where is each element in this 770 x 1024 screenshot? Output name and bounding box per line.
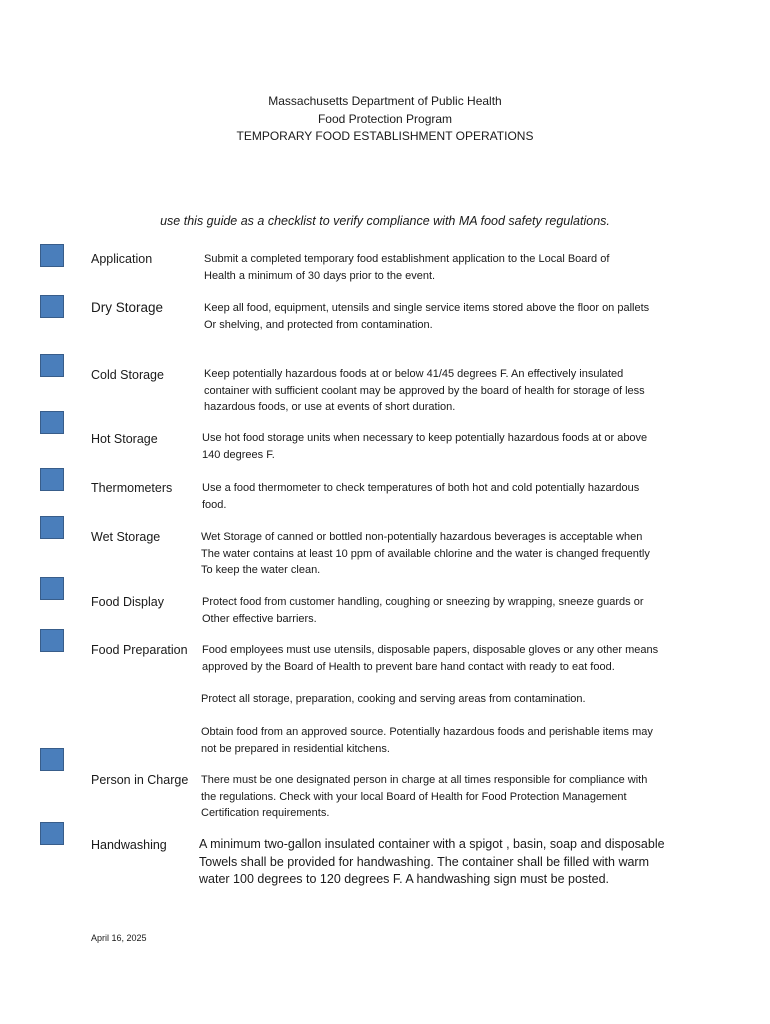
desc-approved-source (201, 724, 681, 757)
desc-line: Protect food from customer handling, coughing or sneezing by wrapping, sneeze guards or (202, 596, 644, 608)
desc-line: Use hot food storage units when necessary to keep potentially hazardous foods at or above (202, 432, 648, 444)
header-agency: Massachusetts Department of Public Health (268, 94, 502, 108)
desc-line: Protect all storage, preparation, cooking and serving areas from contamination. (201, 693, 586, 705)
document-header (0, 93, 770, 146)
label-food-preparation: Food Preparation (91, 643, 188, 657)
desc-line: hazardous foods, or use at events of short duration. (204, 401, 456, 413)
desc-line: approved by the Board of Health to prevent bare hand contact with ready to eat food. (202, 660, 615, 673)
desc-line: Food employees must use utensils, disposable papers, disposable gloves or any other means (202, 644, 659, 656)
desc-line: To keep the water clean. (201, 564, 321, 576)
label-person-in-charge: Person in Charge (91, 773, 189, 787)
footer-date: April 16, 2025 (91, 933, 147, 943)
checkbox-thermometers[interactable] (40, 468, 64, 491)
desc-cold-storage (204, 366, 684, 416)
desc-line: Submit a completed temporary food establishment application to the Local Board of (204, 253, 610, 265)
label-hot-storage: Hot Storage (91, 432, 158, 446)
desc-line: Or shelving, and protected from contamination. (204, 318, 433, 331)
desc-line: water 100 degrees to 120 degrees F. A handwashing sign must be posted. (199, 872, 609, 886)
header-title: TEMPORARY FOOD ESTABLISHMENT OPERATIONS (236, 129, 534, 143)
desc-wet-storage (201, 529, 681, 579)
checkbox-cold-storage[interactable] (40, 354, 64, 377)
desc-line: Use a food thermometer to check temperatures of both hot and cold potentially hazardous (202, 482, 640, 494)
label-dry-storage: Dry Storage (91, 300, 164, 315)
desc-line: A minimum two-gallon insulated container with a spigot , basin, soap and disposable (199, 837, 665, 851)
desc-dry-storage (204, 300, 684, 333)
desc-handwashing (199, 836, 689, 889)
desc-line: not be prepared in residential kitchens. (201, 742, 390, 755)
desc-line: the regulations. Check with your local Board of Health for Food Protection Management (201, 790, 627, 803)
desc-line: Wet Storage of canned or bottled non-potentially hazardous beverages is acceptable when (201, 531, 643, 543)
desc-protect-areas (201, 691, 681, 708)
desc-line: Keep potentially hazardous foods at or below 41/45 degrees F. An effectively insulated (204, 368, 624, 380)
checkbox-person-in-charge[interactable] (40, 748, 64, 771)
desc-line: Certification requirements. (201, 807, 330, 819)
checkbox-application[interactable] (40, 244, 64, 267)
desc-food-display (202, 594, 682, 627)
label-application: Application (91, 252, 153, 266)
desc-line: Keep all food, equipment, utensils and single service items stored above the floor on pallets (204, 302, 650, 314)
desc-line: There must be one designated person in charge at all times responsible for compliance with (201, 774, 648, 786)
desc-food-preparation (202, 642, 682, 675)
label-handwashing: Handwashing (91, 838, 167, 852)
desc-thermometers (202, 480, 682, 513)
subtitle: use this guide as a checklist to verify compliance with MA food safety regulations. (160, 214, 610, 228)
desc-application (204, 251, 684, 284)
desc-line: The water contains at least 10 ppm of available chlorine and the water is changed frequently (201, 547, 650, 560)
desc-line: Health a minimum of 30 days prior to the event. (204, 269, 436, 282)
label-cold-storage: Cold Storage (91, 368, 164, 382)
checkbox-dry-storage[interactable] (40, 295, 64, 318)
desc-line: Towels shall be provided for handwashing. The container shall be filled with warm (199, 854, 650, 869)
checkbox-food-display[interactable] (40, 577, 64, 600)
desc-line: container with sufficient coolant may be approved by the board of health for storage of less (204, 384, 645, 397)
desc-line: food. (202, 498, 227, 511)
checkbox-wet-storage[interactable] (40, 516, 64, 539)
checkbox-food-preparation[interactable] (40, 629, 64, 652)
desc-hot-storage (202, 430, 682, 463)
label-thermometers: Thermometers (91, 481, 173, 495)
label-wet-storage: Wet Storage (91, 530, 161, 544)
desc-person-in-charge (201, 772, 681, 822)
checkbox-hot-storage[interactable] (40, 411, 64, 434)
checkbox-handwashing[interactable] (40, 822, 64, 845)
header-program: Food Protection Program (317, 111, 453, 126)
desc-line: 140 degrees F. (202, 448, 275, 461)
desc-line: Obtain food from an approved source. Potentially hazardous foods and perishable items may (201, 726, 653, 738)
label-food-display: Food Display (91, 595, 164, 609)
desc-line: Other effective barriers. (202, 612, 317, 625)
